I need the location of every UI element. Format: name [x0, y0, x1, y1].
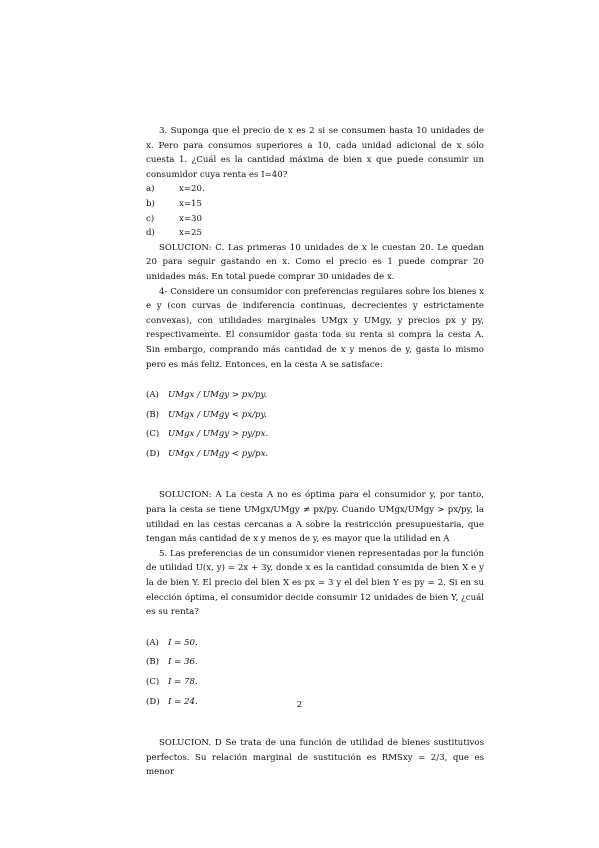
option-b: b) x=15 — [146, 198, 202, 209]
question-5-text: 5. Las preferencias de un consumidor vienen representadas por la función de utilidad U(x, y) = 2x + 3y, donde x es la cantidad consumida de bien X e y la de bien Y. El precio del bien X es px = 3 y el del bien Y es py = 2. Si en su elección óptima, el consumidor decide consumir 12 unidades de bien Y, ¿cuál es su renta? — [146, 548, 484, 618]
option-d: d) x=25 — [146, 228, 202, 239]
question-3-text: 3. Suponga que el precio de x es 2 si se consumen hasta 10 unidades de x. Pero para consumos superiores a 10, cada unidad adicional de x sólo cuesta 1. ¿Cuál es la cantidad máxima de bien x que puede consumir un consumidor cuya renta es I=40? — [146, 126, 484, 180]
question-5-solution: SOLUCION. D Se trata de una función de utilidad de bienes sustitutivos perfectos. Su relación marginal de sustitución es RMSxy = 2/3, que es menor — [146, 738, 484, 778]
option-d: (D) UMgx / UMgy < py/px. — [146, 448, 269, 459]
document-body — [146, 124, 484, 780]
question-3-solution: SOLUCION: C. Las primeras 10 unidades de x le cuestan 20. Le quedan 20 para seguir gastando en x. Como el precio es 1 puede comprar 20 unidades más. En total puede comprar 30 unidades de x. — [146, 242, 484, 282]
question-4-options — [146, 386, 484, 464]
option-c: c) x=30 — [146, 213, 202, 224]
option-a: a) x=20. — [146, 184, 205, 195]
question-3-options — [146, 182, 484, 240]
question-4-text: 4- Considere un consumidor con preferencias regulares sobre los bienes x e y (con curvas de indiferencia continuas, decrecientes y estrictamente convexas), con utilidades marginales UMgx y UMgy, y precios px y py, respectivamente. El consumidor gasta toda su renta si compra la cesta A. Sin embargo, comprando más cantidad de x y menos de y, gasta lo mismo pero es más feliz. Entonces, en la cesta A se satisface: — [146, 286, 484, 370]
page-number: 2 — [296, 700, 303, 710]
option-a: (A) I = 50. — [146, 637, 198, 648]
option-d: (D) I = 24. — [146, 696, 198, 707]
option-b: (B) I = 36. — [146, 657, 198, 668]
option-c: (C) I = 78. — [146, 677, 198, 687]
option-b: (B) UMgx / UMgy < px/py. — [146, 409, 267, 420]
option-c: (C) UMgx / UMgy > py/px. — [146, 429, 269, 440]
option-a: (A) UMgx / UMgy > px/py. — [146, 390, 267, 401]
question-4-solution: SOLUCION: A La cesta A no es óptima para el consumidor y, por tanto, para la cesta se tiene UMgx/UMgy ≠ px/py. Cuando UMgx/UMgy > px/py, la utilidad en las cestas cercanas a A sobre la restricción presupuestaria, que tengan más cantidad de x y menos de y, es mayor que la utilidad en A — [146, 490, 484, 545]
